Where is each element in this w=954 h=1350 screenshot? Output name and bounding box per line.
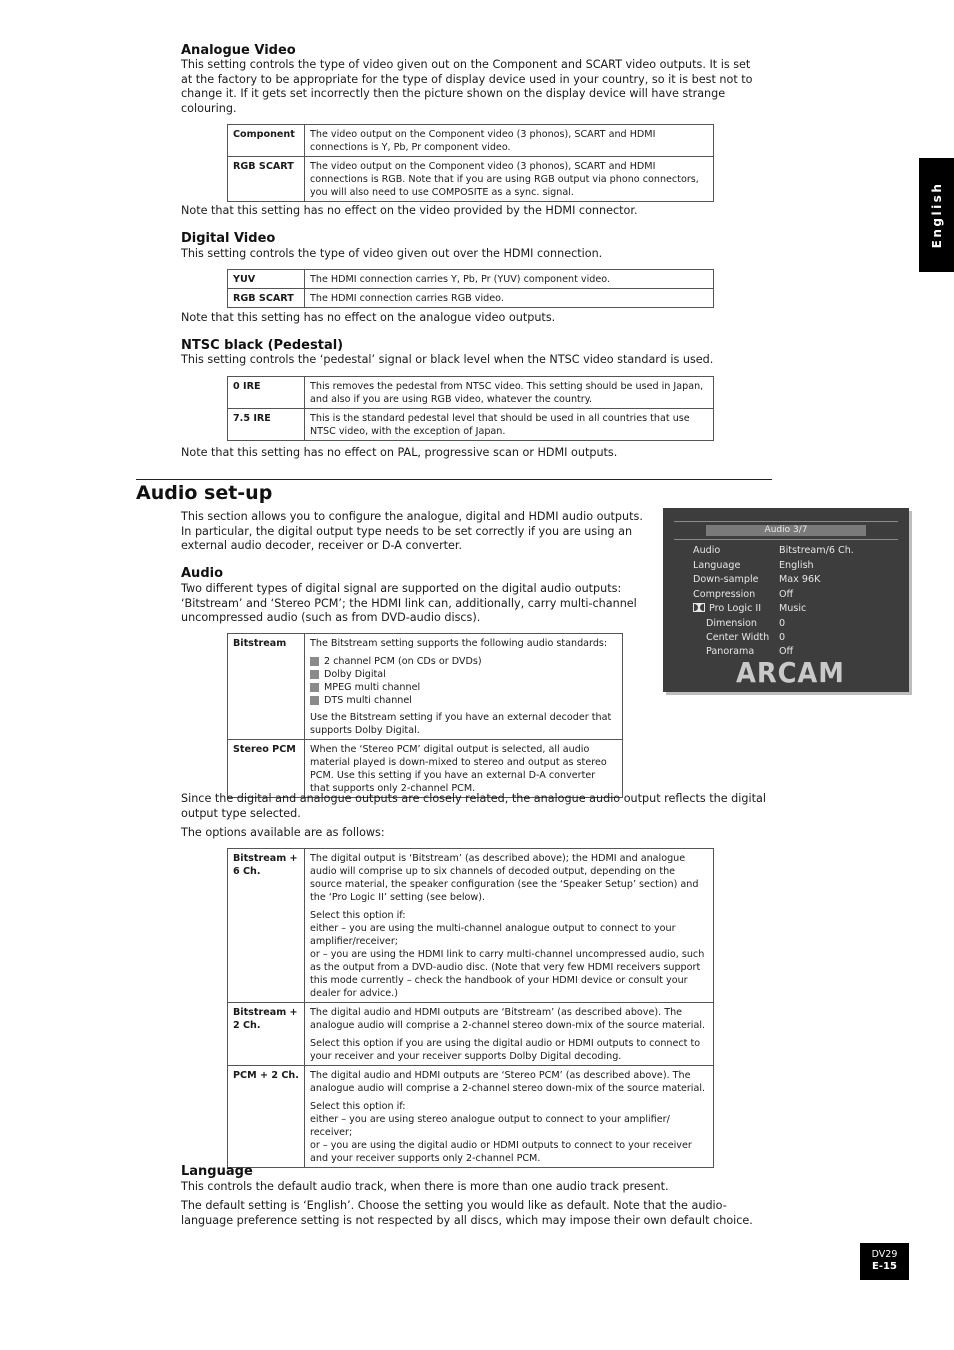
list-item: DTS multi channel: [310, 694, 617, 707]
square-bullet-icon: [310, 657, 319, 666]
model-label: DV29: [871, 1249, 898, 1260]
table-row: [228, 849, 714, 1003]
ntsc-note: Note that this setting has no effect on PAL, progressive scan or HDMI outputs.: [181, 446, 618, 459]
osd-row-center-width: [693, 631, 903, 645]
table-row: [228, 377, 714, 409]
osd-value: Off: [779, 646, 794, 657]
audio-after-para: Since the digital and analogue outputs are closely related, the analogue audio output reflects the digital output type selected.: [181, 792, 766, 820]
analogue-video-note: Note that this setting has no effect on the video provided by the HDMI connector.: [181, 204, 638, 217]
table-row: [228, 409, 714, 441]
option-desc: The video output on the Component video (3 phonos), SCART and HDMI connections is Y, Pb, Pr component video.: [305, 125, 714, 157]
option-desc: Select this option if: either – you are using the multi-channel analogue output to connect to your amplifier/receiver; or – you are using the HDMI link to carry multi-channel uncompressed audio, such as the output from a DVD-audio disc. (Note that very few HDMI receivers support this mode currently – check the handbook of your HDMI device or consult your dealer for advice.): [310, 910, 705, 999]
audio-para: Two different types of digital signal are supported on the digital audio outputs: ‘Bitstream’ and ‘Stereo PCM’; the HDMI link can, additionally, carry multi-channel uncompressed audio (such as from DVD-audio discs).: [181, 582, 637, 625]
list-item: MPEG multi channel: [310, 681, 617, 694]
side-tab-label: English: [929, 181, 944, 249]
osd-label: Audio: [693, 545, 721, 556]
osd-row-downsample: [693, 573, 903, 587]
options-intro: The options available are as follows:: [181, 826, 385, 839]
option-desc: This removes the pedestal from NTSC video. This setting should be used in Japan, and also if you are using RGB video, whatever the country.: [305, 377, 714, 409]
audio-setup-heading: Audio set-up: [136, 482, 273, 504]
osd-value: English: [779, 560, 814, 571]
table-row: [228, 125, 714, 157]
square-bullet-icon: [310, 696, 319, 705]
option-desc: The digital audio and HDMI outputs are ‘Stereo PCM’ (as described above). The analogue audio will comprise a 2-channel stereo down-mix of the source material.: [310, 1070, 706, 1094]
language-side-tab: [919, 158, 954, 272]
osd-row-dimension: [693, 617, 903, 631]
audio-title: Audio: [181, 566, 224, 581]
osd-audio-menu: [663, 508, 909, 692]
osd-header-line: [674, 539, 898, 540]
option-desc: The digital audio and HDMI outputs are ‘Bitstream’ (as described above). The analogue audio will comprise a 2-channel stereo down-mix of the source material.: [310, 1007, 706, 1031]
square-bullet-icon: [310, 683, 319, 692]
option-desc: The HDMI connection carries Y, Pb, Pr (YUV) component video.: [305, 270, 714, 289]
option-key: RGB SCART: [228, 157, 305, 202]
osd-value: 0: [779, 632, 786, 643]
table-row: [228, 634, 623, 740]
option-desc: The video output on the Component video (3 phonos), SCART and HDMI connections is RGB. Note that if you are using RGB output via phono connectors, you will also need to use COMPOSITE as a sync. signal.: [305, 157, 714, 202]
language-title: Language: [181, 1164, 253, 1179]
osd-value: 0: [779, 618, 786, 629]
option-key: Bitstream + 2 Ch.: [228, 1003, 305, 1066]
analogue-video-para: This setting controls the type of video given out on the Component and SCART video outputs. It is set at the factory to be appropriate for the type of display device used in your country, so it is best not to change it. If it gets set incorrectly then the picture shown on the display device will have strange colouring.: [181, 58, 753, 115]
digital-video-para: This setting controls the type of video given out over the HDMI connection.: [181, 247, 603, 260]
option-desc: The HDMI connection carries RGB video.: [305, 289, 714, 308]
osd-value: Bitstream/6 Ch.: [779, 545, 854, 556]
osd-header: Audio 3/7: [706, 525, 866, 536]
option-key: Component: [228, 125, 305, 157]
list-item: Dolby Digital: [310, 668, 617, 681]
option-key: 7.5 IRE: [228, 409, 305, 441]
osd-value: Max 96K: [779, 574, 821, 585]
osd-row-compression: [693, 588, 903, 602]
osd-label: Compression: [693, 589, 756, 600]
bitstream-outro: Use the Bitstream setting if you have an external decoder that supports Dolby Digital.: [310, 712, 612, 736]
option-key: PCM + 2 Ch.: [228, 1066, 305, 1168]
digital-video-title: Digital Video: [181, 231, 276, 246]
ntsc-table: [227, 376, 714, 441]
ntsc-title: NTSC black (Pedestal): [181, 338, 344, 353]
analogue-video-table: [227, 124, 714, 202]
table-row: [228, 740, 623, 798]
osd-row-language: [693, 559, 903, 573]
option-desc: When the ‘Stereo PCM’ digital output is selected, all audio material played is down-mixed to stereo and output as stereo PCM. Use this setting if you have an external D-A converter that supports only 2-channel PCM.: [305, 740, 623, 798]
language-para2: The default setting is ‘English’. Choose the setting you would like as default. Note that the audio-language preference setting is not respected by all discs, which may impose their own default choice.: [181, 1199, 753, 1227]
section-rule: [136, 479, 772, 480]
digital-video-table: [227, 269, 714, 308]
osd-value: Music: [779, 603, 807, 614]
analogue-video-title: Analogue Video: [181, 43, 296, 58]
option-key: YUV: [228, 270, 305, 289]
option-key: Bitstream: [228, 634, 305, 740]
arcam-logo: ARCAM: [736, 656, 845, 689]
table-row: [228, 157, 714, 202]
osd-row-audio: [693, 544, 903, 558]
list-item: 2 channel PCM (on CDs or DVDs): [310, 655, 617, 668]
ntsc-para: This setting controls the ‘pedestal’ signal or black level when the NTSC video standard is used.: [181, 353, 714, 366]
page-number: E-15: [872, 1261, 897, 1272]
page-number-box: [860, 1243, 909, 1280]
osd-label: Down-sample: [693, 574, 759, 585]
table-row: [228, 289, 714, 308]
table-row: [228, 1003, 714, 1066]
audio-options-table: [227, 848, 714, 1168]
osd-row-prologic: [693, 602, 903, 616]
table-row: [228, 270, 714, 289]
digital-video-note: Note that this setting has no effect on the analogue video outputs.: [181, 311, 556, 324]
table-row: [228, 1066, 714, 1168]
square-bullet-icon: [310, 670, 319, 679]
dolby-icon: [693, 603, 705, 612]
option-desc: This is the standard pedestal level that should be used in all countries that use NTSC video, with the exception of Japan.: [305, 409, 714, 441]
option-desc: Select this option if you are using the digital audio or HDMI outputs to connect to your receiver and your receiver supports Dolby Digital decoding.: [310, 1038, 701, 1062]
option-key: Stereo PCM: [228, 740, 305, 798]
osd-label: Panorama: [706, 646, 755, 657]
option-desc: The digital output is ‘Bitstream’ (as described above); the HDMI and analogue audio will comprise up to six channels of decoded output, depending on the source material, the speaker configuration (see the ‘Speaker Setup’ section) and the ‘Pro Logic II’ setting (see below).: [310, 853, 699, 903]
audio-setup-intro: This section allows you to configure the analogue, digital and HDMI audio outputs. In particular, the digital output type needs to be set correctly if you are using an external audio decoder, receiver or D-A converter.: [181, 510, 643, 553]
bitstream-intro: The Bitstream setting supports the following audio standards:: [310, 638, 608, 649]
osd-label: Language: [693, 560, 741, 571]
audio-standards-table: [227, 633, 623, 798]
option-desc: Select this option if: either – you are using stereo analogue output to connect to your amplifier/ receiver; or – you are using the digital audio or HDMI outputs to connect to your receiver and your receiver supports only 2-channel PCM.: [310, 1101, 692, 1164]
option-key: Bitstream + 6 Ch.: [228, 849, 305, 1003]
option-key: 0 IRE: [228, 377, 305, 409]
osd-label: Dimension: [706, 618, 757, 629]
osd-label: Pro Logic II: [709, 603, 762, 614]
osd-label: Center Width: [706, 632, 770, 643]
language-para1: This controls the default audio track, when there is more than one audio track present.: [181, 1180, 669, 1193]
osd-top-line: [674, 521, 898, 522]
option-key: RGB SCART: [228, 289, 305, 308]
osd-value: Off: [779, 589, 794, 600]
